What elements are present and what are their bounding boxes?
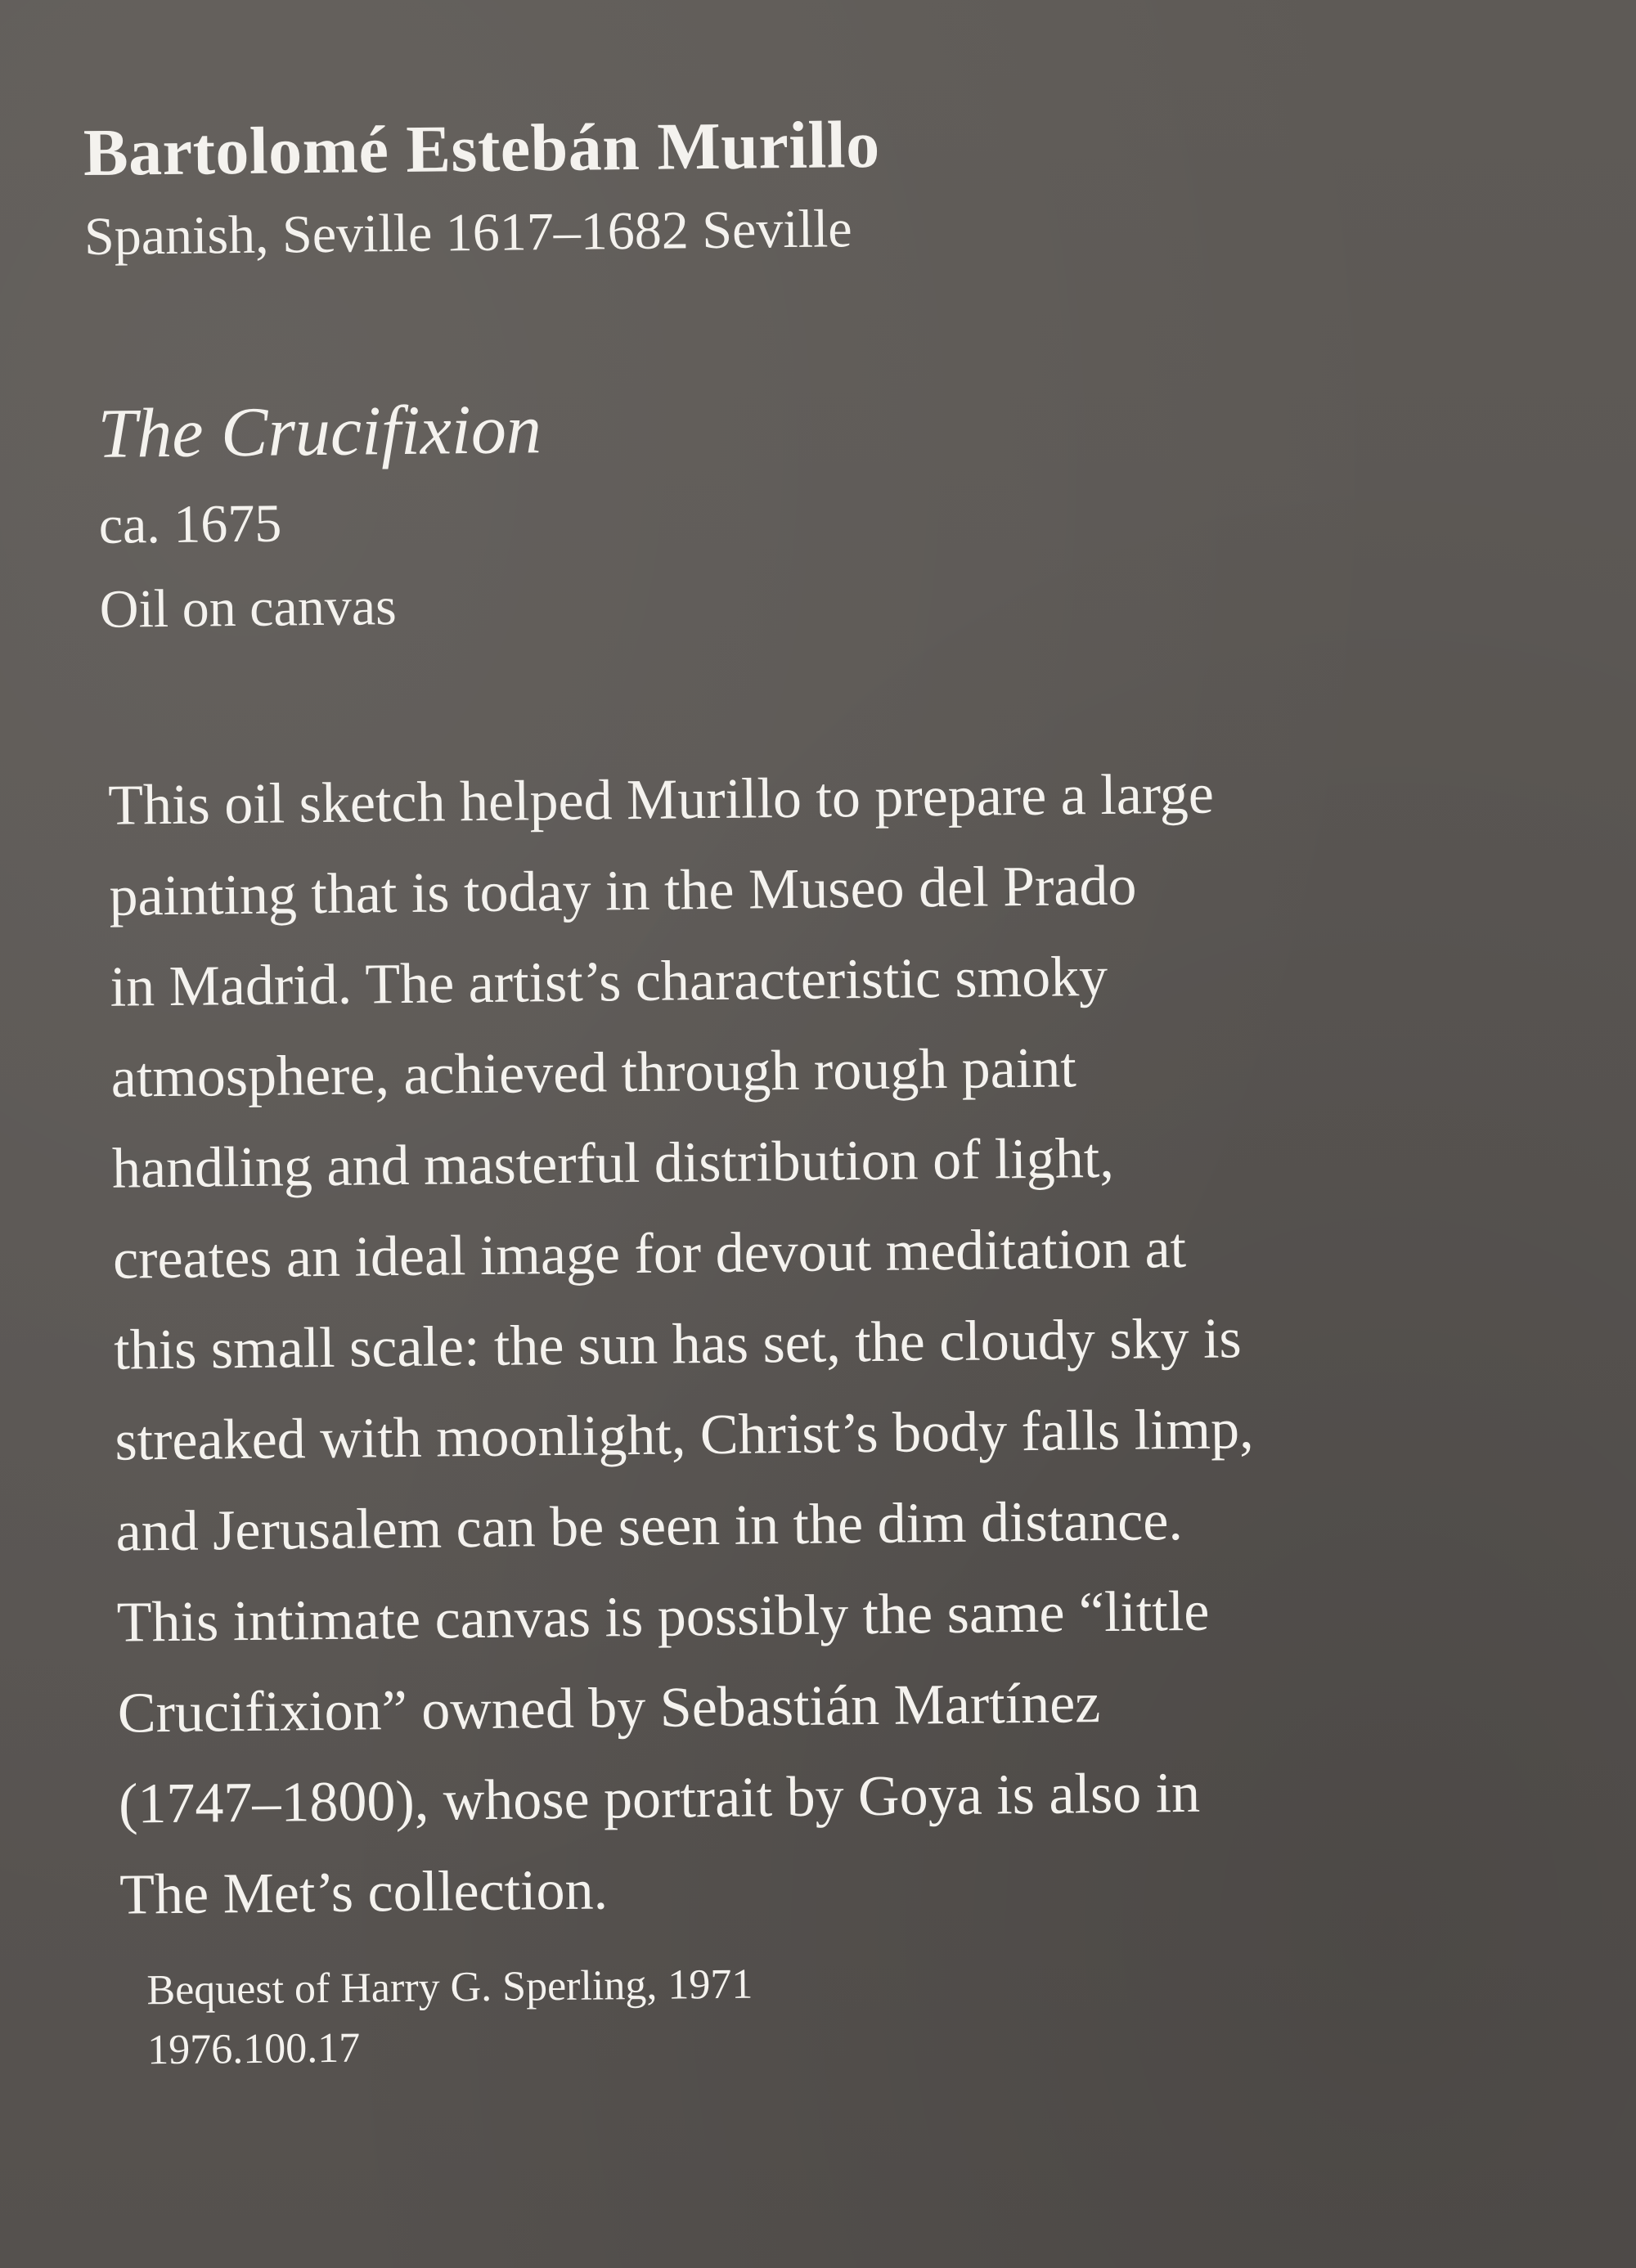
artist-bio: Spanish, Seville 1617–1682 Seville — [83, 199, 853, 267]
description-line: This intimate canvas is possibly the same “little — [116, 1579, 1210, 1655]
description-line: (1747–1800), whose portrait by Goya is also in — [118, 1761, 1201, 1836]
description-line: atmosphere, achieved through rough paint — [110, 1036, 1077, 1110]
artwork-description — [108, 745, 1576, 1941]
description-line: streaked with moonlight, Christ’s body falls limp, — [115, 1398, 1254, 1473]
description-line: and Jerusalem can be seen in the dim distance. — [115, 1489, 1184, 1564]
artist-name: Bartolomé Estebán Murillo — [83, 106, 881, 190]
accession-number: 1976.100.17 — [146, 2024, 361, 2074]
description-line: This oil sketch helped Murillo to prepare a large — [107, 762, 1215, 838]
credit-line: Bequest of Harry G. Sperling, 1971 — [146, 1960, 753, 2014]
description-line: The Met’s collection. — [119, 1858, 609, 1927]
artwork-title: The Crucifixion — [97, 389, 542, 473]
description-line: Crucifixion” owned by Sebastián Martínez — [117, 1672, 1101, 1745]
description-line: painting that is today in the Museo del Prado — [109, 854, 1137, 928]
description-line: handling and masterful distribution of light, — [111, 1126, 1115, 1201]
description-line: this small scale: the sun has set, the cloudy sky is — [113, 1307, 1243, 1382]
artwork-date: ca. 1675 — [98, 493, 282, 555]
artwork-medium: Oil on canvas — [99, 577, 398, 640]
description-line: creates an ideal image for devout meditation at — [112, 1216, 1187, 1291]
description-line: in Madrid. The artist’s characteristic smoky — [110, 945, 1108, 1019]
